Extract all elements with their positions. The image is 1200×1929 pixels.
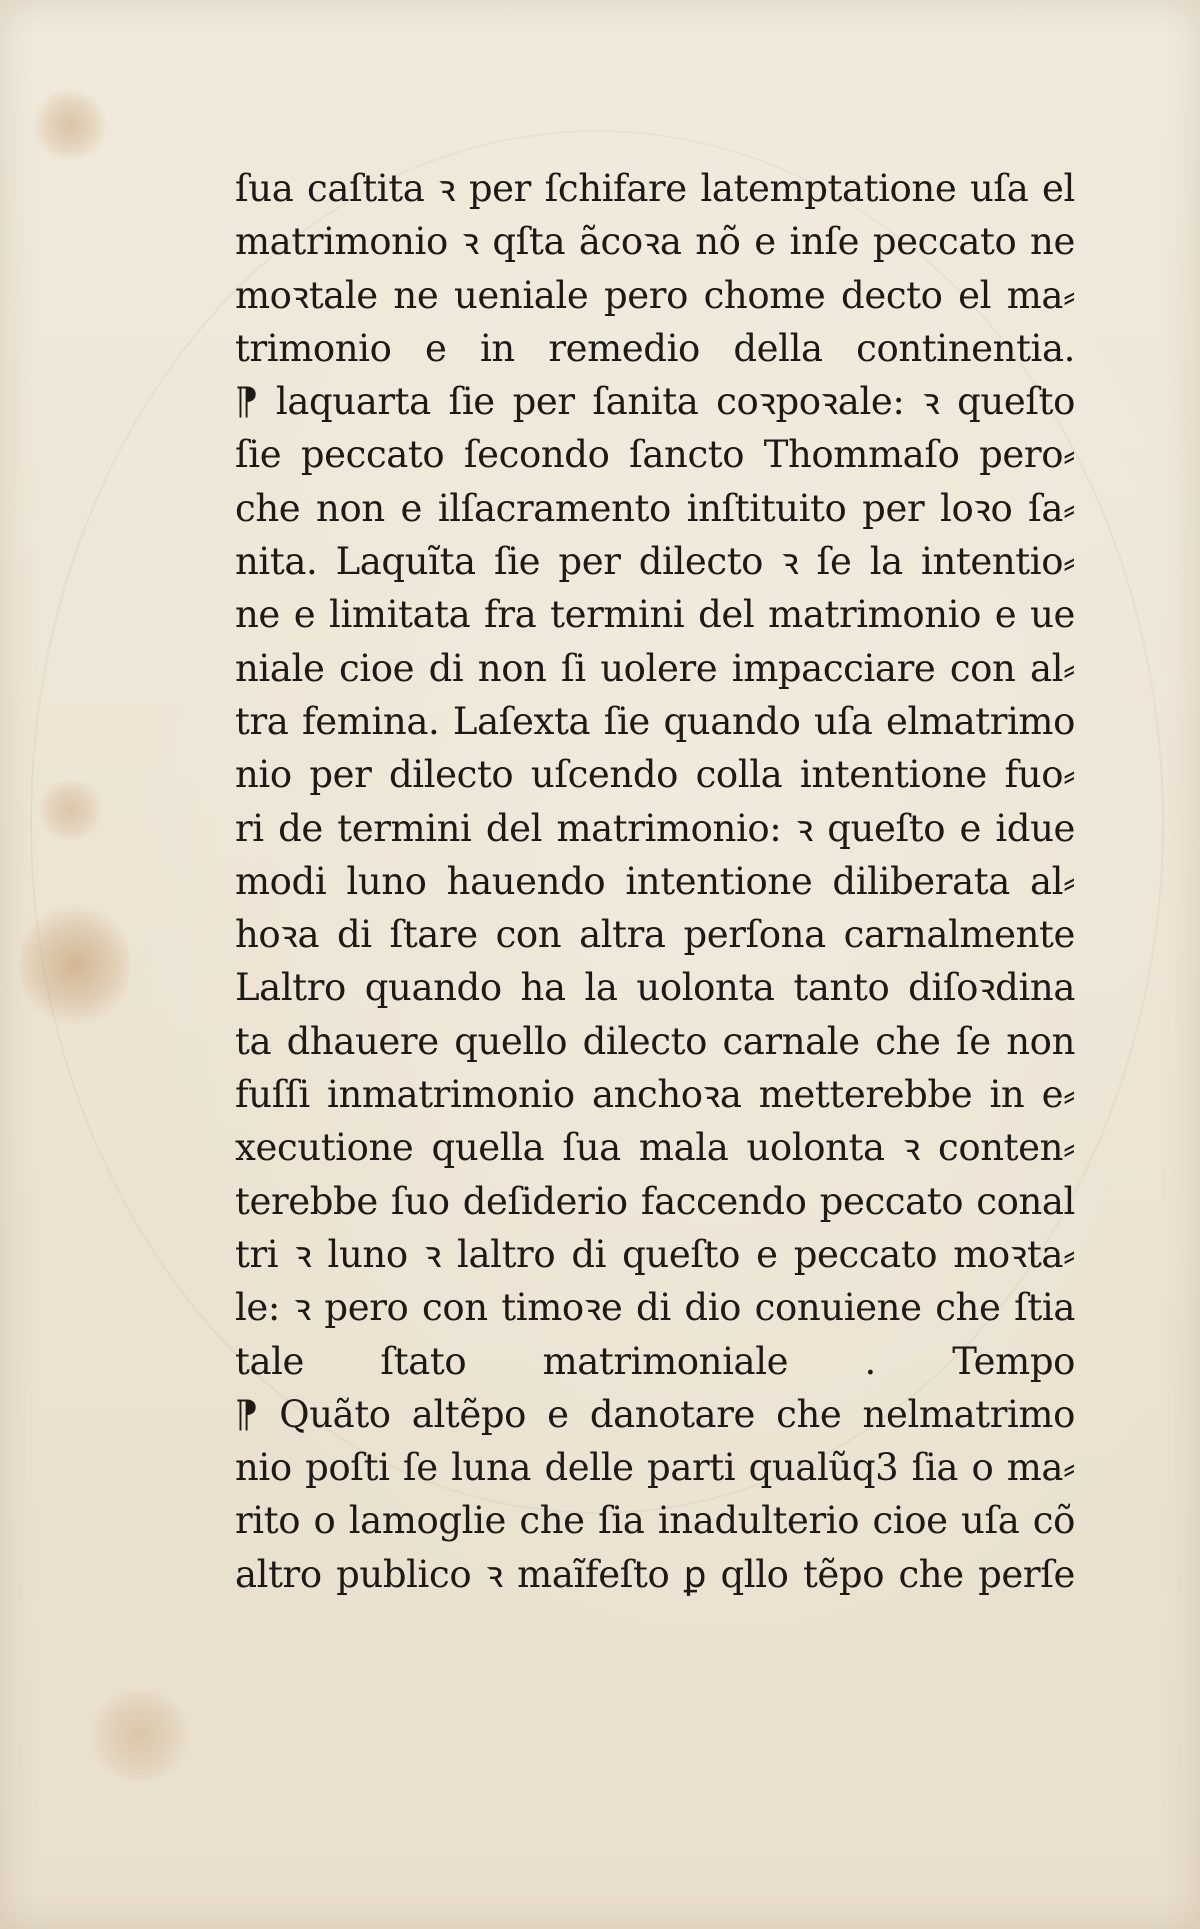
text-column bbox=[235, 162, 1075, 1601]
foxing-stain bbox=[35, 780, 105, 840]
foxing-stain bbox=[30, 90, 110, 160]
text-line: ſua caſtita ꝛ per ſchifare latemptatione uſa el bbox=[235, 167, 1075, 210]
text-line: tale ſtato matrimoniale . Tempo bbox=[235, 1339, 1075, 1383]
text-line: ne e limitata fra termini del matrimonio e ue bbox=[235, 593, 1075, 637]
text-line: matrimonio ꝛ qſta ãcoꝛa nõ e inſe peccato ne bbox=[235, 220, 1075, 264]
text-line: nio per dilecto uſcendo colla intentione fuo⸗ bbox=[235, 753, 1075, 797]
foxing-stain bbox=[20, 900, 130, 1030]
text-line: Laltro quando ha la uolonta tanto diſoꝛdina bbox=[235, 966, 1075, 1010]
text-line: nio poſti ſe luna delle parti qualũq3 ſia o ma⸗ bbox=[235, 1446, 1075, 1490]
text-line: tra femina. Laſexta ſie quando uſa elmatrimo bbox=[235, 699, 1075, 743]
text-line: ſie peccato ſecondo ſancto Thommaſo pero⸗ bbox=[235, 433, 1075, 477]
text-line: che non e ilſacramento inſtituito per loꝛo ſa⸗ bbox=[235, 486, 1075, 530]
text-line: niale cioe di non ſi uolere impacciare con al⸗ bbox=[235, 646, 1075, 690]
text-line: ⁋ Quãto altẽpo e danotare che nelmatrimo bbox=[235, 1392, 1075, 1436]
foxing-stain bbox=[85, 1690, 195, 1780]
text-line: xecutione quella ſua mala uolonta ꝛ conten⸗ bbox=[235, 1126, 1075, 1170]
text-line: rito o lamoglie che ſia inadulterio cioe uſa cõ bbox=[235, 1499, 1075, 1543]
text-line: fuſſi inmatrimonio anchoꝛa metterebbe in e⸗ bbox=[235, 1073, 1075, 1117]
text-line: ta dhauere quello dilecto carnale che ſe non bbox=[235, 1019, 1075, 1063]
text-line: terebbe ſuo deſiderio faccendo peccato conal bbox=[235, 1179, 1075, 1223]
text-line: trimonio e in remedio della continentia. bbox=[235, 326, 1075, 370]
text-line: nita. Laquĩta ſie per dilecto ꝛ ſe la intentio⸗ bbox=[235, 540, 1075, 584]
text-line: moꝛtale ne ueniale pero chome decto el ma⸗ bbox=[235, 273, 1075, 317]
text-line: modi luno hauendo intentione diliberata al⸗ bbox=[235, 859, 1075, 903]
text-line: ⁋ laquarta ſie per ſanita coꝛpoꝛale: ꝛ queſto bbox=[235, 380, 1075, 424]
text-line: ri de termini del matrimonio: ꝛ queſto e idue bbox=[235, 806, 1075, 850]
text-line: tri ꝛ luno ꝛ laltro di queſto e peccato moꝛta⸗ bbox=[235, 1232, 1075, 1276]
text-line: le: ꝛ pero con timoꝛe di dio conuiene che ſtia bbox=[235, 1286, 1075, 1330]
text-line: altro publico ꝛ maĩfeſto ꝑ qllo tẽpo che perſe bbox=[235, 1552, 1075, 1596]
text-line: hoꝛa di ſtare con altra perſona carnalmente bbox=[235, 913, 1075, 957]
